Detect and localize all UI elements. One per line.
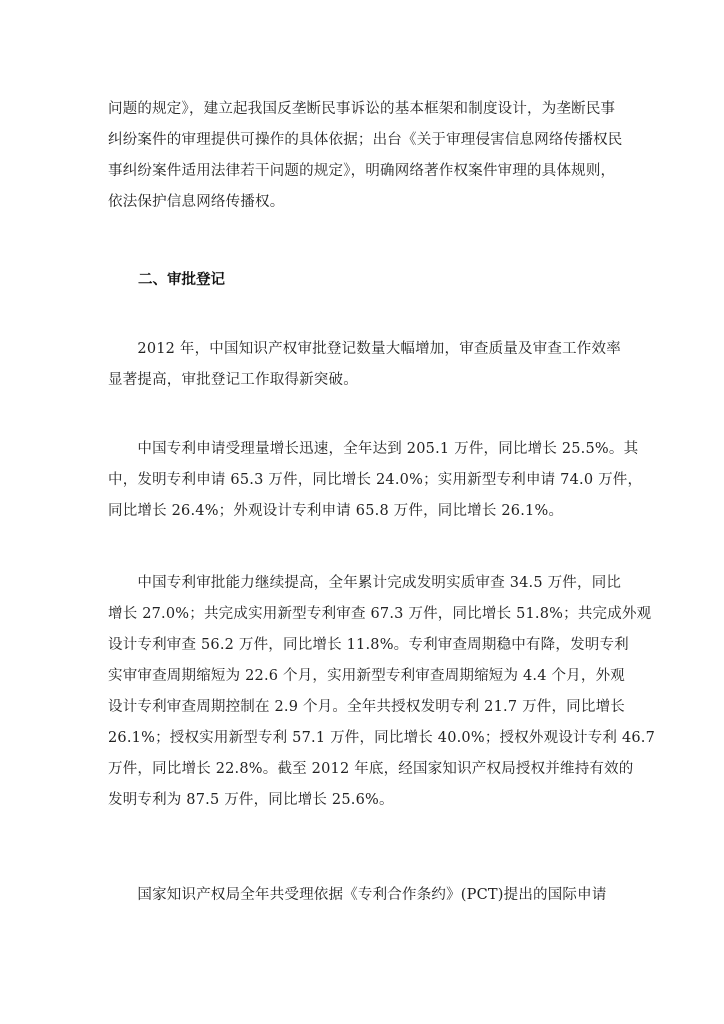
paragraph-patent-applications bbox=[108, 434, 643, 527]
text-line: 中国专利审批能力继续提高，全年累计完成发明实质审查 34.5 万件，同比 bbox=[108, 575, 622, 591]
text-line: 中，发明专利申请 65.3 万件，同比增长 24.0%；实用新型专利申请 74.0 万件， bbox=[108, 472, 643, 488]
text-line: 设计专利审查 56.2 万件，同比增长 11.8%。专利审查周期稳中有降，发明专利 bbox=[108, 637, 629, 653]
paragraph-pct-applications bbox=[108, 880, 618, 911]
text-line: 26.1%；授权实用新型专利 57.1 万件，同比增长 40.0%；授权外观设计专利 46.7 bbox=[108, 730, 656, 746]
text-line: 纠纷案件的审理提供可操作的具体依据；出台《关于审理侵害信息网络传播权民 bbox=[108, 132, 623, 148]
text-line: 增长 27.0%；共完成实用新型专利审查 67.3 万件，同比增长 51.8%；共完成外观 bbox=[108, 606, 652, 622]
paragraph-judicial-interpretations bbox=[108, 94, 623, 218]
text-line: 设计专利审查周期控制在 2.9 个月。全年共授权发明专利 21.7 万件，同比增长 bbox=[108, 699, 625, 715]
text-line: 中国专利申请受理量增长迅速，全年达到 205.1 万件，同比增长 25.5%。其 bbox=[108, 441, 639, 457]
section-heading: 二、审批登记 bbox=[138, 272, 225, 288]
text-line: 实审审查周期缩短为 22.6 个月，实用新型专利审查周期缩短为 4.4 个月，外观 bbox=[108, 668, 625, 684]
text-line: 事纠纷案件适用法律若干问题的规定》，明确网络著作权案件审理的具体规则， bbox=[108, 163, 616, 179]
text-line: 问题的规定》，建立起我国反垄断民事诉讼的基本框架和制度设计，为垄断民事 bbox=[108, 101, 616, 117]
text-line: 显著提高，审批登记工作取得新突破。 bbox=[108, 372, 358, 388]
text-line: 依法保护信息网络传播权。 bbox=[108, 194, 285, 210]
text-line: 国家知识产权局全年共受理依据《专利合作条约》(PCT)提出的国际申请 bbox=[108, 887, 607, 903]
text-line: 万件，同比增长 22.8%。截至 2012 年底，经国家知识产权局授权并维持有效的 bbox=[108, 761, 634, 777]
text-line: 发明专利为 87.5 万件，同比增长 25.6%。 bbox=[108, 792, 394, 808]
paragraph-overview bbox=[108, 334, 621, 396]
text-line: 2012 年，中国知识产权审批登记数量大幅增加，审查质量及审查工作效率 bbox=[108, 341, 621, 357]
text-line: 同比增长 26.4%；外观设计专利申请 65.8 万件，同比增长 26.1%。 bbox=[108, 503, 564, 519]
paragraph-examination-capacity bbox=[108, 568, 656, 816]
